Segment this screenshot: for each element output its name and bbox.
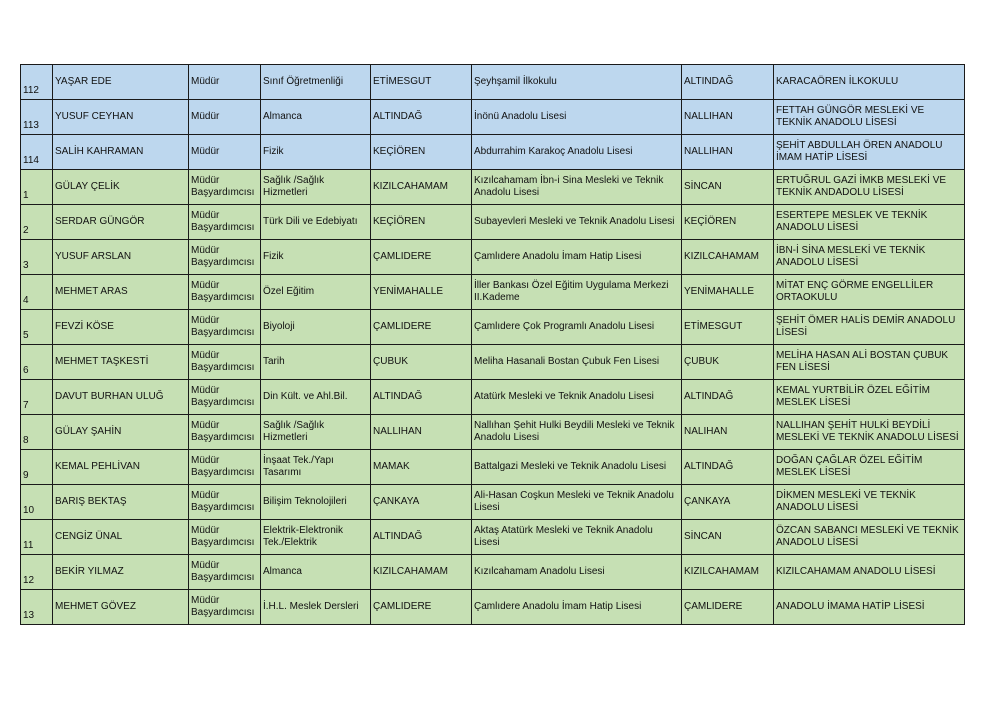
school-cell: Battalgazi Mesleki ve Teknik Anadolu Lisesi (472, 450, 682, 485)
branch-cell: Biyoloji (261, 310, 371, 345)
row-number-cell: 10 (21, 485, 53, 520)
new-school-cell: KARACAÖREN İLKOKULU (774, 65, 965, 100)
branch-cell: Özel Eğitim (261, 275, 371, 310)
district-cell: MAMAK (371, 450, 472, 485)
new-district-cell: SİNCAN (682, 520, 774, 555)
school-cell: Çamlıdere Anadolu İmam Hatip Lisesi (472, 590, 682, 625)
district-cell: NALLIHAN (371, 415, 472, 450)
district-cell: KEÇİÖREN (371, 135, 472, 170)
school-cell: Aktaş Atatürk Mesleki ve Teknik Anadolu Lisesi (472, 520, 682, 555)
table-row (21, 205, 965, 240)
row-number-cell: 12 (21, 555, 53, 590)
row-number-cell: 13 (21, 590, 53, 625)
name-cell: YAŞAR EDE (53, 65, 189, 100)
district-cell: ÇANKAYA (371, 485, 472, 520)
district-cell: ÇAMLIDERE (371, 240, 472, 275)
table-row (21, 380, 965, 415)
new-district-cell: NALLIHAN (682, 135, 774, 170)
name-cell: YUSUF ARSLAN (53, 240, 189, 275)
new-school-cell: ERTUĞRUL GAZİ İMKB MESLEKİ VE TEKNİK ANDADOLU LİSESİ (774, 170, 965, 205)
table-row (21, 590, 965, 625)
school-cell: Kızılcahamam Anadolu Lisesi (472, 555, 682, 590)
school-cell: Meliha Hasanali Bostan Çubuk Fen Lisesi (472, 345, 682, 380)
district-cell: ALTINDAĞ (371, 100, 472, 135)
table-row (21, 485, 965, 520)
district-cell: ÇUBUK (371, 345, 472, 380)
name-cell: CENGİZ ÜNAL (53, 520, 189, 555)
district-cell: ÇAMLIDERE (371, 590, 472, 625)
row-number-cell: 114 (21, 135, 53, 170)
new-school-cell: MİTAT ENÇ GÖRME ENGELLİLER ORTAOKULU (774, 275, 965, 310)
branch-cell: Bilişim Teknolojileri (261, 485, 371, 520)
title-cell: Müdür (189, 100, 261, 135)
table-row (21, 240, 965, 275)
name-cell: KEMAL PEHLİVAN (53, 450, 189, 485)
new-school-cell: MELİHA HASAN ALİ BOSTAN ÇUBUK FEN LİSESİ (774, 345, 965, 380)
new-school-cell: NALLIHAN ŞEHİT HULKİ BEYDİLİ MESLEKİ VE TEKNİK ANADOLU LİSESİ (774, 415, 965, 450)
new-district-cell: ÇANKAYA (682, 485, 774, 520)
school-cell: Abdurrahim Karakoç Anadolu Lisesi (472, 135, 682, 170)
row-number-cell: 6 (21, 345, 53, 380)
name-cell: DAVUT BURHAN ULUĞ (53, 380, 189, 415)
new-district-cell: NALIHAN (682, 415, 774, 450)
branch-cell: Sağlık /Sağlık Hizmetleri (261, 415, 371, 450)
school-cell: Subayevleri Mesleki ve Teknik Anadolu Lisesi (472, 205, 682, 240)
branch-cell: Fizik (261, 135, 371, 170)
district-cell: KEÇİÖREN (371, 205, 472, 240)
row-number-cell: 1 (21, 170, 53, 205)
name-cell: MEHMET GÖVEZ (53, 590, 189, 625)
district-cell: ETİMESGUT (371, 65, 472, 100)
title-cell: Müdür Başyardımcısı (189, 170, 261, 205)
new-district-cell: SİNCAN (682, 170, 774, 205)
new-school-cell: DOĞAN ÇAĞLAR ÖZEL EĞİTİM MESLEK LİSESİ (774, 450, 965, 485)
new-school-cell: ŞEHİT ABDULLAH ÖREN ANADOLU İMAM HATİP LİSESİ (774, 135, 965, 170)
name-cell: BARIŞ BEKTAŞ (53, 485, 189, 520)
school-cell: Çamlıdere Anadolu İmam Hatip Lisesi (472, 240, 682, 275)
name-cell: GÜLAY ŞAHİN (53, 415, 189, 450)
title-cell: Müdür Başyardımcısı (189, 590, 261, 625)
name-cell: YUSUF CEYHAN (53, 100, 189, 135)
title-cell: Müdür Başyardımcısı (189, 450, 261, 485)
new-district-cell: ALTINDAĞ (682, 65, 774, 100)
branch-cell: Tarih (261, 345, 371, 380)
branch-cell: İ.H.L. Meslek Dersleri (261, 590, 371, 625)
name-cell: FEVZİ KÖSE (53, 310, 189, 345)
new-district-cell: ETİMESGUT (682, 310, 774, 345)
table-row (21, 275, 965, 310)
new-school-cell: KIZILCAHAMAM ANADOLU LİSESİ (774, 555, 965, 590)
table-body (21, 65, 965, 625)
title-cell: Müdür Başyardımcısı (189, 310, 261, 345)
district-cell: KIZILCAHAMAM (371, 170, 472, 205)
school-cell: Çamlıdere Çok Programlı Anadolu Lisesi (472, 310, 682, 345)
table-row (21, 65, 965, 100)
new-district-cell: KEÇİÖREN (682, 205, 774, 240)
new-district-cell: ALTINDAĞ (682, 380, 774, 415)
table-row (21, 450, 965, 485)
title-cell: Müdür Başyardımcısı (189, 240, 261, 275)
table-row (21, 555, 965, 590)
branch-cell: Türk Dili ve Edebiyatı (261, 205, 371, 240)
branch-cell: Din Kült. ve Ahl.Bil. (261, 380, 371, 415)
row-number-cell: 5 (21, 310, 53, 345)
new-district-cell: KIZILCAHAMAM (682, 555, 774, 590)
branch-cell: Fizik (261, 240, 371, 275)
new-district-cell: ÇAMLIDERE (682, 590, 774, 625)
row-number-cell: 9 (21, 450, 53, 485)
title-cell: Müdür (189, 135, 261, 170)
new-district-cell: NALLIHAN (682, 100, 774, 135)
new-school-cell: ÖZCAN SABANCI MESLEKİ VE TEKNİK ANADOLU LİSESİ (774, 520, 965, 555)
name-cell: MEHMET ARAS (53, 275, 189, 310)
row-number-cell: 11 (21, 520, 53, 555)
title-cell: Müdür Başyardımcısı (189, 520, 261, 555)
branch-cell: Sağlık /Sağlık Hizmetleri (261, 170, 371, 205)
new-district-cell: ÇUBUK (682, 345, 774, 380)
title-cell: Müdür Başyardımcısı (189, 555, 261, 590)
name-cell: SERDAR GÜNGÖR (53, 205, 189, 240)
new-school-cell: KEMAL YURTBİLİR ÖZEL EĞİTİM MESLEK LİSESİ (774, 380, 965, 415)
school-cell: Ali-Hasan Coşkun Mesleki ve Teknik Anadolu Lisesi (472, 485, 682, 520)
branch-cell: Almanca (261, 100, 371, 135)
new-school-cell: ŞEHİT ÖMER HALİS DEMİR ANADOLU LİSESİ (774, 310, 965, 345)
row-number-cell: 3 (21, 240, 53, 275)
school-cell: Nallıhan Şehit Hulki Beydili Mesleki ve Teknik Anadolu Lisesi (472, 415, 682, 450)
title-cell: Müdür Başyardımcısı (189, 380, 261, 415)
district-cell: KIZILCAHAMAM (371, 555, 472, 590)
district-cell: ALTINDAĞ (371, 380, 472, 415)
row-number-cell: 112 (21, 65, 53, 100)
branch-cell: Almanca (261, 555, 371, 590)
name-cell: BEKİR YILMAZ (53, 555, 189, 590)
row-number-cell: 113 (21, 100, 53, 135)
district-cell: ALTINDAĞ (371, 520, 472, 555)
title-cell: Müdür (189, 65, 261, 100)
new-school-cell: DİKMEN MESLEKİ VE TEKNİK ANADOLU LİSESİ (774, 485, 965, 520)
new-school-cell: ANADOLU İMAMA HATİP LİSESİ (774, 590, 965, 625)
branch-cell: İnşaat Tek./Yapı Tasarımı (261, 450, 371, 485)
table-row (21, 170, 965, 205)
title-cell: Müdür Başyardımcısı (189, 345, 261, 380)
school-cell: Atatürk Mesleki ve Teknik Anadolu Lisesi (472, 380, 682, 415)
table-row (21, 345, 965, 380)
new-school-cell: İBN-İ SİNA MESLEKİ VE TEKNİK ANADOLU LİSESİ (774, 240, 965, 275)
name-cell: GÜLAY ÇELİK (53, 170, 189, 205)
table-row (21, 310, 965, 345)
new-district-cell: KIZILCAHAMAM (682, 240, 774, 275)
branch-cell: Sınıf Öğretmenliği (261, 65, 371, 100)
school-cell: İller Bankası Özel Eğitim Uygulama Merkezi II.Kademe (472, 275, 682, 310)
new-school-cell: ESERTEPE MESLEK VE TEKNİK ANADOLU LİSESİ (774, 205, 965, 240)
table-row (21, 520, 965, 555)
table-row (21, 415, 965, 450)
title-cell: Müdür Başyardımcısı (189, 415, 261, 450)
title-cell: Müdür Başyardımcısı (189, 485, 261, 520)
name-cell: MEHMET TAŞKESTİ (53, 345, 189, 380)
row-number-cell: 4 (21, 275, 53, 310)
title-cell: Müdür Başyardımcısı (189, 275, 261, 310)
school-cell: Şeyhşamil İlkokulu (472, 65, 682, 100)
table-row (21, 100, 965, 135)
title-cell: Müdür Başyardımcısı (189, 205, 261, 240)
district-cell: ÇAMLIDERE (371, 310, 472, 345)
row-number-cell: 7 (21, 380, 53, 415)
name-cell: SALİH KAHRAMAN (53, 135, 189, 170)
branch-cell: Elektrik-Elektronik Tek./Elektrik (261, 520, 371, 555)
new-school-cell: FETTAH GÜNGÖR MESLEKİ VE TEKNİK ANADOLU LİSESİ (774, 100, 965, 135)
school-cell: Kızılcahamam İbn-i Sina Mesleki ve Teknik Anadolu Lisesi (472, 170, 682, 205)
new-district-cell: YENİMAHALLE (682, 275, 774, 310)
new-district-cell: ALTINDAĞ (682, 450, 774, 485)
school-cell: İnönü Anadolu Lisesi (472, 100, 682, 135)
assignment-table (20, 64, 965, 625)
table-row (21, 135, 965, 170)
row-number-cell: 2 (21, 205, 53, 240)
row-number-cell: 8 (21, 415, 53, 450)
district-cell: YENİMAHALLE (371, 275, 472, 310)
